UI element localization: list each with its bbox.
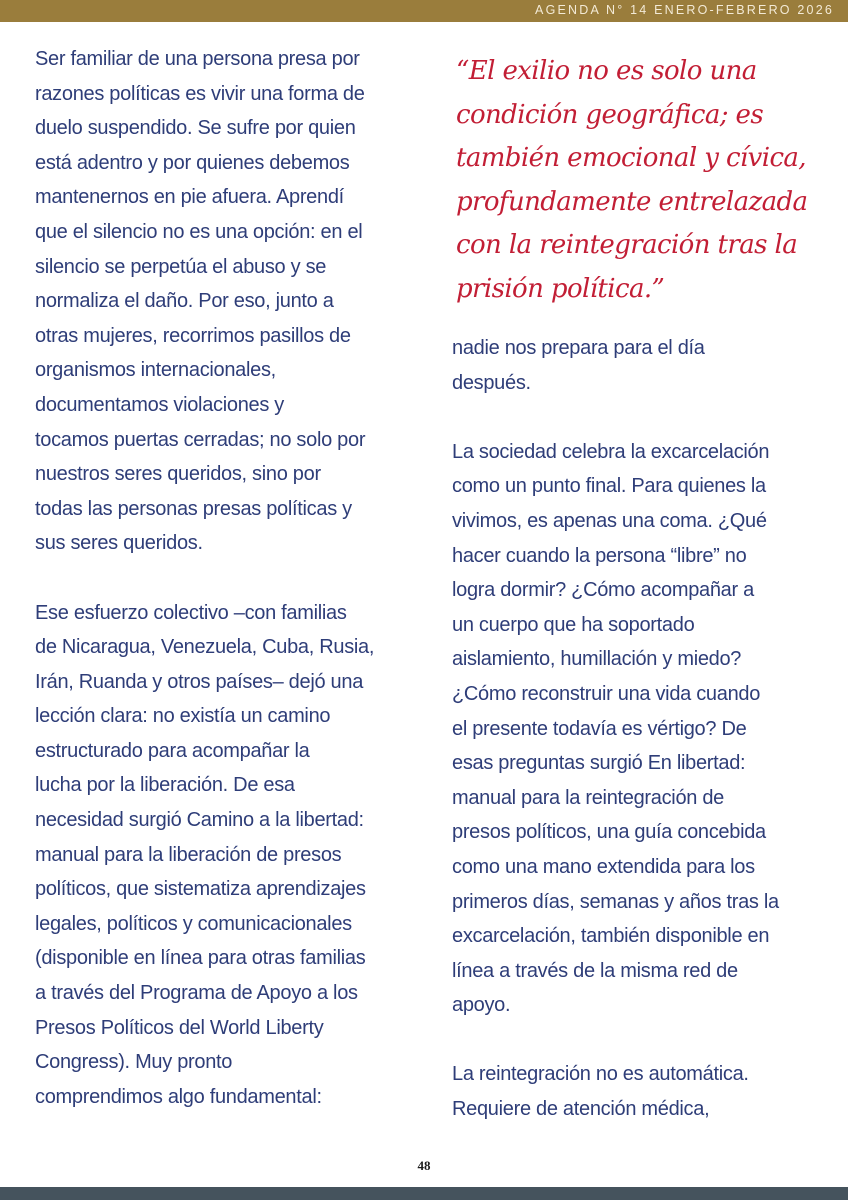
paragraph-gap [35,561,430,596]
pull-quote [456,50,836,311]
text-line: logra dormir? ¿Cómo acompañar a [452,579,754,602]
text-line: manual para la liberación de presos [35,843,342,866]
text-line: está adentro y por quienes debemos [35,151,350,174]
quote-line: condición geográfica; es [456,99,764,130]
text-line: todas las personas presas políticas y [35,497,352,520]
page-number: 48 [417,1158,431,1173]
text-line: como un punto final. Para quienes la [452,475,766,498]
right-column [452,331,822,1127]
text-line: hacer cuando la persona “libre” no [452,544,747,567]
right-paragraph-3 [452,1057,822,1126]
text-line: necesidad surgió Camino a la libertad: [35,809,364,832]
left-paragraph-2 [35,596,430,1115]
text-line: sus seres queridos. [35,532,203,555]
text-line: primeros días, semanas y años tras la [452,890,779,913]
text-line: excarcelación, también disponible en [452,925,770,948]
text-line: organismos internacionales, [35,359,276,382]
text-line: después. [452,371,531,394]
quote-line: profundamente entrelazada [456,186,808,217]
paragraph-gap [452,400,822,435]
text-line: duelo suspendido. Se sufre por quien [35,117,356,140]
right-paragraph-1 [452,331,822,400]
text-line: Presos Políticos del World Liberty [35,1016,324,1039]
quote-line: con la reintegración tras la [456,230,798,260]
text-line: Ese esfuerzo colectivo –con familias [35,601,347,624]
text-line: La reintegración no es automática. [452,1063,749,1086]
text-line: comprendimos algo fundamental: [35,1085,322,1108]
text-line: nadie nos prepara para el día [452,337,705,359]
quote-line: prisión política.” [456,273,665,304]
text-line: de Nicaragua, Venezuela, Cuba, Rusia, [35,636,375,659]
left-column [35,42,430,1114]
text-line: silencio se perpetúa el abuso y se [35,255,327,278]
paragraph-gap [452,1023,822,1058]
left-paragraph-1 [35,42,430,561]
text-line: un cuerpo que ha soportado [452,613,695,636]
text-line: vivimos, es apenas una coma. ¿Qué [452,509,767,532]
quote-line: también emocional y cívica, [456,143,806,173]
text-line: tocamos puertas cerradas; no solo por [35,428,366,451]
text-line: apoyo. [452,994,511,1017]
footer-bar [0,1187,848,1200]
header-bar [0,0,848,22]
text-line: manual para la reintegración de [452,786,724,809]
text-line: lección clara: no existía un camino [35,705,331,728]
text-line: nuestros seres queridos, sino por [35,463,321,486]
text-line: estructurado para acompañar la [35,739,310,762]
text-line: Irán, Ruanda y otros países– dejó una [35,670,364,693]
text-line: normaliza el daño. Por eso, junto a [35,290,334,313]
text-line: La sociedad celebra la excarcelación [452,440,770,463]
text-line: Requiere de atención médica, [452,1098,710,1121]
text-line: aislamiento, humillación y miedo? [452,648,742,671]
text-line: lucha por la liberación. De esa [35,774,295,797]
text-line: como una mano extendida para los [452,855,755,878]
quote-line: “El exilio no es solo una [456,56,757,86]
text-line: que el silencio no es una opción: en el [35,220,363,243]
text-line: esas preguntas surgió En libertad: [452,752,746,775]
text-line: el presente todavía es vértigo? De [452,717,747,740]
text-line: Congress). Muy pronto [35,1051,233,1074]
text-line: Ser familiar de una persona presa por [35,48,360,70]
text-line: otras mujeres, recorrimos pasillos de [35,324,351,347]
text-line: legales, políticos y comunicacionales [35,912,352,935]
text-line: mantenernos en pie afuera. Aprendí [35,186,344,209]
text-line: a través del Programa de Apoyo a los [35,982,358,1005]
issue-header: AGENDA N° 14 ENERO-FEBRERO 2026 [535,3,834,17]
text-line: (disponible en línea para otras familias [35,947,366,970]
text-line: razones políticas es vivir una forma de [35,82,365,105]
text-line: ¿Cómo reconstruir una vida cuando [452,682,761,705]
right-paragraph-2 [452,435,822,1023]
text-line: presos políticos, una guía concebida [452,821,766,844]
text-line: documentamos violaciones y [35,393,284,416]
text-line: políticos, que sistematiza aprendizajes [35,878,366,901]
text-line: línea a través de la misma red de [452,959,738,982]
